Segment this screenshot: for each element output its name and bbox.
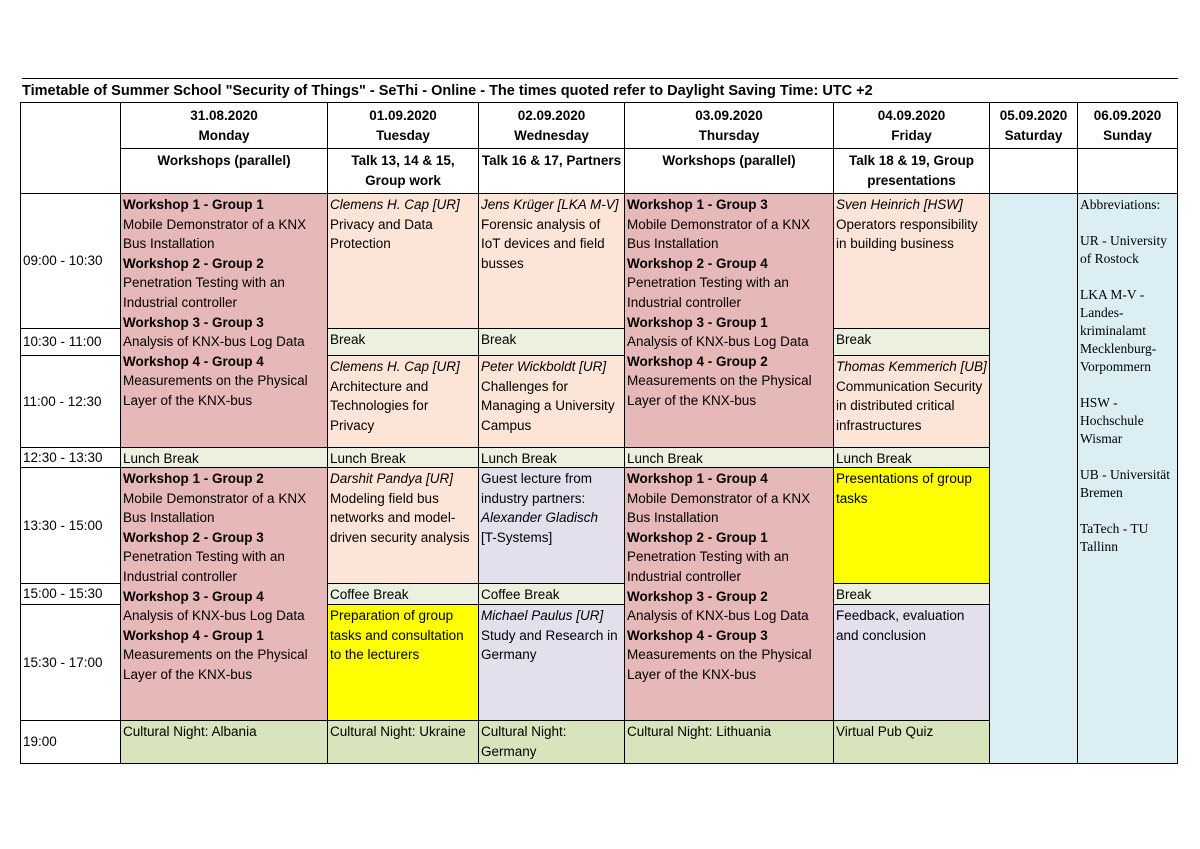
corner-cell <box>20 102 121 194</box>
day-subtitle-tuesday: Talk 13, 14 & 15, Group work <box>327 148 479 194</box>
speaker: Jens Krüger [LKA M-V] <box>481 197 619 212</box>
abbreviations-panel <box>1077 193 1178 764</box>
speaker: Peter Wickboldt [UR] <box>481 359 607 374</box>
timetable-title: Timetable of Summer School "Security of Things" - SeThi - Online - The times quoted refer to Daylight Saving Time: UTC +2 <box>22 78 1178 103</box>
workshop-group: Workshop 1 - Group 4 <box>627 471 768 486</box>
session-topic: Operators responsibility in building business <box>836 216 978 252</box>
abbreviation-item: UR - University of Rostock <box>1080 233 1167 266</box>
timetable-grid <box>20 102 1178 764</box>
workshop-topic: Mobile Demonstrator of a KNX Bus Installation <box>123 490 307 526</box>
workshop-group: Workshop 4 - Group 1 <box>123 627 264 643</box>
day-subtitle-friday: Talk 18 & 19, Group presentations <box>833 148 990 194</box>
monday-morning-workshops <box>120 193 328 448</box>
abbreviation-item: LKA M-V - Landes-kriminalamt Mecklenburg-Vorpommern <box>1080 287 1157 374</box>
thursday-morning-workshops <box>624 193 834 448</box>
wednesday-guest-lecture <box>478 467 625 584</box>
day-header-thursday <box>624 102 834 149</box>
workshop-group: Workshop 4 - Group 4 <box>123 353 264 369</box>
day-header-friday <box>833 102 990 149</box>
day-date: 01.09.2020 <box>369 108 437 123</box>
speaker: Thomas Kemmerich [UB] <box>836 359 987 374</box>
workshop-group: Workshop 1 - Group 1 <box>123 197 264 212</box>
tuesday-session-3 <box>327 467 479 584</box>
day-name: Wednesday <box>514 127 589 143</box>
speaker: Clemens H. Cap [UR] <box>330 197 460 212</box>
workshop-topic: Mobile Demonstrator of a KNX Bus Installation <box>627 216 811 252</box>
time-slot: 11:00 - 12:30 <box>20 355 121 448</box>
session-topic: Communication Security in distributed critical infrastructures <box>836 378 983 433</box>
session-topic: Architecture and Technologies for Privacy <box>330 378 429 433</box>
thursday-afternoon-workshops <box>624 467 834 721</box>
day-name: Saturday <box>1004 127 1063 143</box>
friday-break: Break <box>833 328 990 356</box>
day-header-tuesday <box>327 102 479 149</box>
day-name: Thursday <box>698 127 760 143</box>
thursday-evening: Cultural Night: Lithuania <box>624 720 834 764</box>
friday-session-2 <box>833 355 990 448</box>
tuesday-lunch: Lunch Break <box>327 447 479 468</box>
day-date: 31.08.2020 <box>190 108 258 123</box>
workshop-group: Workshop 3 - Group 4 <box>123 588 264 604</box>
workshop-topic: Measurements on the Physical Layer of the KNX-bus <box>627 373 812 408</box>
day-name: Tuesday <box>376 127 430 143</box>
day-header-saturday <box>989 102 1078 149</box>
tuesday-coffee-break: Coffee Break <box>327 583 479 605</box>
day-subtitle-thursday: Workshops (parallel) <box>624 148 834 194</box>
wednesday-session-4 <box>478 604 625 721</box>
session-topic: Modeling field bus networks and model-driven security analysis <box>330 490 470 545</box>
tuesday-session-1 <box>327 193 479 329</box>
workshop-topic: Analysis of KNX-bus Log Data <box>627 334 809 350</box>
day-subtitle-wednesday: Talk 16 & 17, Partners <box>478 148 625 194</box>
workshop-group: Workshop 3 - Group 1 <box>627 314 768 330</box>
tuesday-evening: Cultural Night: Ukraine <box>327 720 479 764</box>
day-header-wednesday <box>478 102 625 149</box>
workshop-topic: Penetration Testing with an Industrial controller <box>627 275 789 310</box>
workshop-topic: Penetration Testing with an Industrial controller <box>627 549 789 584</box>
workshop-group: Workshop 1 - Group 3 <box>627 197 768 212</box>
day-header-sunday <box>1077 102 1178 149</box>
workshop-topic: Analysis of KNX-bus Log Data <box>123 334 305 350</box>
saturday-free-day <box>989 193 1078 764</box>
workshop-group: Workshop 3 - Group 2 <box>627 588 768 604</box>
day-date: 06.09.2020 <box>1093 108 1162 123</box>
wednesday-break: Break <box>478 328 625 356</box>
wednesday-session-2 <box>478 355 625 448</box>
workshop-topic: Measurements on the Physical Layer of the KNX-bus <box>123 373 308 408</box>
speaker: Darshit Pandya [UR] <box>330 471 454 486</box>
day-subtitle-sunday <box>1077 148 1178 194</box>
workshop-topic: Mobile Demonstrator of a KNX Bus Installation <box>123 216 307 252</box>
time-slot: 15:30 - 17:00 <box>20 604 121 721</box>
wednesday-coffee-break: Coffee Break <box>478 583 625 605</box>
day-subtitle-saturday <box>989 148 1078 194</box>
speaker: Sven Heinrich [HSW] <box>836 197 963 212</box>
abbreviation-item: TaTech - TU Tallinn <box>1080 521 1149 554</box>
speaker: Clemens H. Cap [UR] <box>330 359 460 374</box>
time-slot: 15:00 - 15:30 <box>20 583 121 605</box>
workshop-topic: Analysis of KNX-bus Log Data <box>627 608 809 624</box>
workshop-group: Workshop 2 - Group 3 <box>123 529 264 545</box>
workshop-group: Workshop 2 - Group 2 <box>123 255 264 271</box>
friday-evening: Virtual Pub Quiz <box>833 720 990 764</box>
time-slot: 13:30 - 15:00 <box>20 467 121 584</box>
workshop-group: Workshop 3 - Group 3 <box>123 314 264 330</box>
abbreviations-heading: Abbreviations: <box>1080 197 1161 212</box>
workshop-topic: Measurements on the Physical Layer of the KNX-bus <box>627 647 812 682</box>
session-topic: Study and Research in Germany <box>481 627 618 663</box>
session-topic: Challenges for Managing a University Campus <box>481 378 615 433</box>
friday-lunch: Lunch Break <box>833 447 990 468</box>
day-header-monday <box>120 102 328 149</box>
speaker: Michael Paulus [UR] <box>481 608 604 623</box>
tuesday-group-work: Preparation of group tasks and consultation to the lecturers <box>327 604 479 721</box>
time-slot: 12:30 - 13:30 <box>20 447 121 468</box>
workshop-group: Workshop 4 - Group 3 <box>627 627 768 643</box>
friday-session-1 <box>833 193 990 329</box>
monday-afternoon-workshops <box>120 467 328 721</box>
day-date: 02.09.2020 <box>517 108 586 123</box>
thursday-lunch: Lunch Break <box>624 447 834 468</box>
speaker-organisation: [T-Systems] <box>481 529 553 545</box>
day-name: Friday <box>891 127 932 143</box>
workshop-topic: Penetration Testing with an Industrial controller <box>123 275 285 310</box>
day-date: 05.09.2020 <box>999 108 1068 123</box>
workshop-group: Workshop 2 - Group 4 <box>627 255 768 271</box>
workshop-topic: Mobile Demonstrator of a KNX Bus Installation <box>627 490 811 526</box>
wednesday-evening: Cultural Night: Germany <box>478 720 625 764</box>
time-slot: 09:00 - 10:30 <box>20 193 121 329</box>
wednesday-lunch: Lunch Break <box>478 447 625 468</box>
workshop-topic: Penetration Testing with an Industrial controller <box>123 549 285 584</box>
workshop-group: Workshop 4 - Group 2 <box>627 353 768 369</box>
monday-lunch: Lunch Break <box>120 447 328 468</box>
wednesday-session-1 <box>478 193 625 329</box>
friday-group-presentations: Presentations of group tasks <box>833 467 990 584</box>
workshop-group: Workshop 1 - Group 2 <box>123 471 264 486</box>
session-topic: Privacy and Data Protection <box>330 216 433 252</box>
workshop-topic: Measurements on the Physical Layer of the KNX-bus <box>123 647 308 682</box>
abbreviation-item: UB - Universität Bremen <box>1080 467 1170 500</box>
abbreviation-item: HSW - Hochschule Wismar <box>1080 395 1144 446</box>
workshop-group: Workshop 2 - Group 1 <box>627 529 768 545</box>
speaker: Alexander Gladisch <box>481 510 599 526</box>
tuesday-session-2 <box>327 355 479 448</box>
friday-break-2: Break <box>833 583 990 605</box>
session-topic: Forensic analysis of IoT devices and field busses <box>481 216 605 271</box>
session-topic: Guest lecture from industry partners: <box>481 471 593 506</box>
day-name: Monday <box>198 127 250 143</box>
workshop-topic: Analysis of KNX-bus Log Data <box>123 608 305 624</box>
time-slot: 10:30 - 11:00 <box>20 328 121 356</box>
day-date: 03.09.2020 <box>695 108 763 123</box>
day-subtitle-monday: Workshops (parallel) <box>120 148 328 194</box>
friday-feedback: Feedback, evaluation and conclusion <box>833 604 990 721</box>
day-name: Sunday <box>1103 127 1152 143</box>
time-slot: 19:00 <box>20 720 121 764</box>
tuesday-break: Break <box>327 328 479 356</box>
monday-evening: Cultural Night: Albania <box>120 720 328 764</box>
day-date: 04.09.2020 <box>877 108 946 123</box>
